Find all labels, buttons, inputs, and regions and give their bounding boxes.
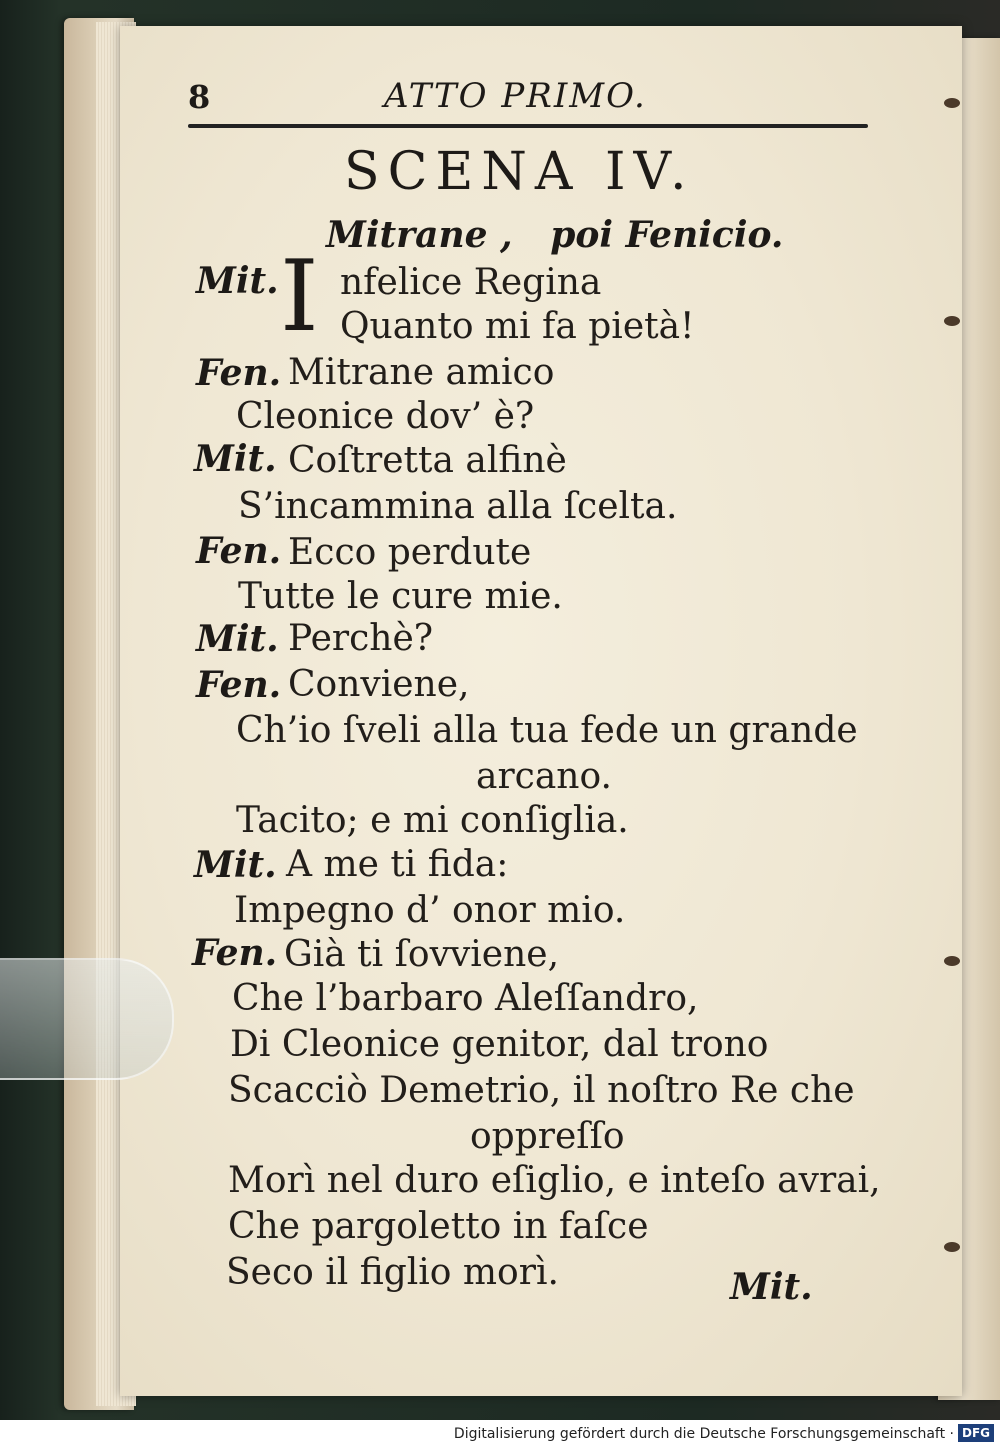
drop-cap: I [280, 240, 319, 354]
dialogue-line: Cleonice dov’ è? [236, 396, 535, 437]
glass-page-holder [0, 958, 174, 1080]
dialogue-line: S’incammina alla ſcelta. [238, 486, 678, 527]
dialogue-line: oppreſſo [470, 1116, 625, 1157]
speaker-label: Fen. [196, 352, 282, 394]
page-number: 8 [188, 78, 211, 116]
catchword: Mit. [730, 1266, 813, 1308]
dialogue-line: Mitrane amico [288, 352, 555, 393]
dialogue-line: Già ti ſovviene, [284, 934, 560, 975]
speaker-label: Mit. [194, 844, 277, 886]
speaker-label: Fen. [192, 932, 278, 974]
scene-characters: Mitrane , poi Fenicio. [326, 214, 784, 256]
speaker-label: Mit. [194, 438, 277, 480]
running-head: ATTO PRIMO. [384, 76, 647, 116]
dialogue-line: Tutte le cure mie. [238, 576, 563, 617]
scene-title: SCENA IV. [344, 142, 695, 202]
binding-stitch [944, 956, 960, 966]
dialogue-line: Che l’barbaro Aleſſandro, [232, 978, 699, 1019]
header-rule [188, 124, 868, 128]
speaker-label: Mit. [196, 260, 279, 302]
dialogue-line: Ch’io ſveli alla tua fede un grande [236, 710, 858, 751]
binding-stitch [944, 316, 960, 326]
dialogue-line: Perchè? [288, 618, 434, 659]
speaker-label: Fen. [196, 664, 282, 706]
dfg-logo: DFG [958, 1424, 994, 1442]
dialogue-line: Di Cleonice genitor, dal trono [230, 1024, 769, 1065]
dialogue-line: Scacciò Demetrio, il noſtro Re che [228, 1070, 855, 1111]
dialogue-line: Morì nel duro eſiglio, e inteſo avrai, [228, 1160, 881, 1201]
dialogue-line: Seco il figlio morì. [226, 1252, 559, 1293]
speaker-label: Fen. [196, 530, 282, 572]
dialogue-line: Tacito; e mi conſiglia. [236, 800, 629, 841]
speaker-label: Mit. [196, 618, 279, 660]
dialogue-line: arcano. [476, 756, 612, 797]
dialogue-line: A me ti fida: [286, 844, 509, 885]
footer-credit: Digitalisierung gefördert durch die Deutsche Forschungsgemeinschaft · [453, 1426, 954, 1442]
dialogue-line: Che pargoletto in faſce [228, 1206, 649, 1247]
binding-stitch [944, 98, 960, 108]
dialogue-line: Coſtretta alfinè [288, 440, 567, 481]
dialogue-line: Ecco perdute [288, 532, 532, 573]
dialogue-line: Impegno d’ onor mio. [234, 890, 626, 931]
binding-stitch [944, 1242, 960, 1252]
dialogue-line: Quanto mi fa pietà! [340, 306, 695, 347]
dialogue-line: nfelice Regina [340, 262, 602, 303]
page-header [188, 76, 868, 120]
dialogue-line: Conviene, [288, 664, 470, 705]
